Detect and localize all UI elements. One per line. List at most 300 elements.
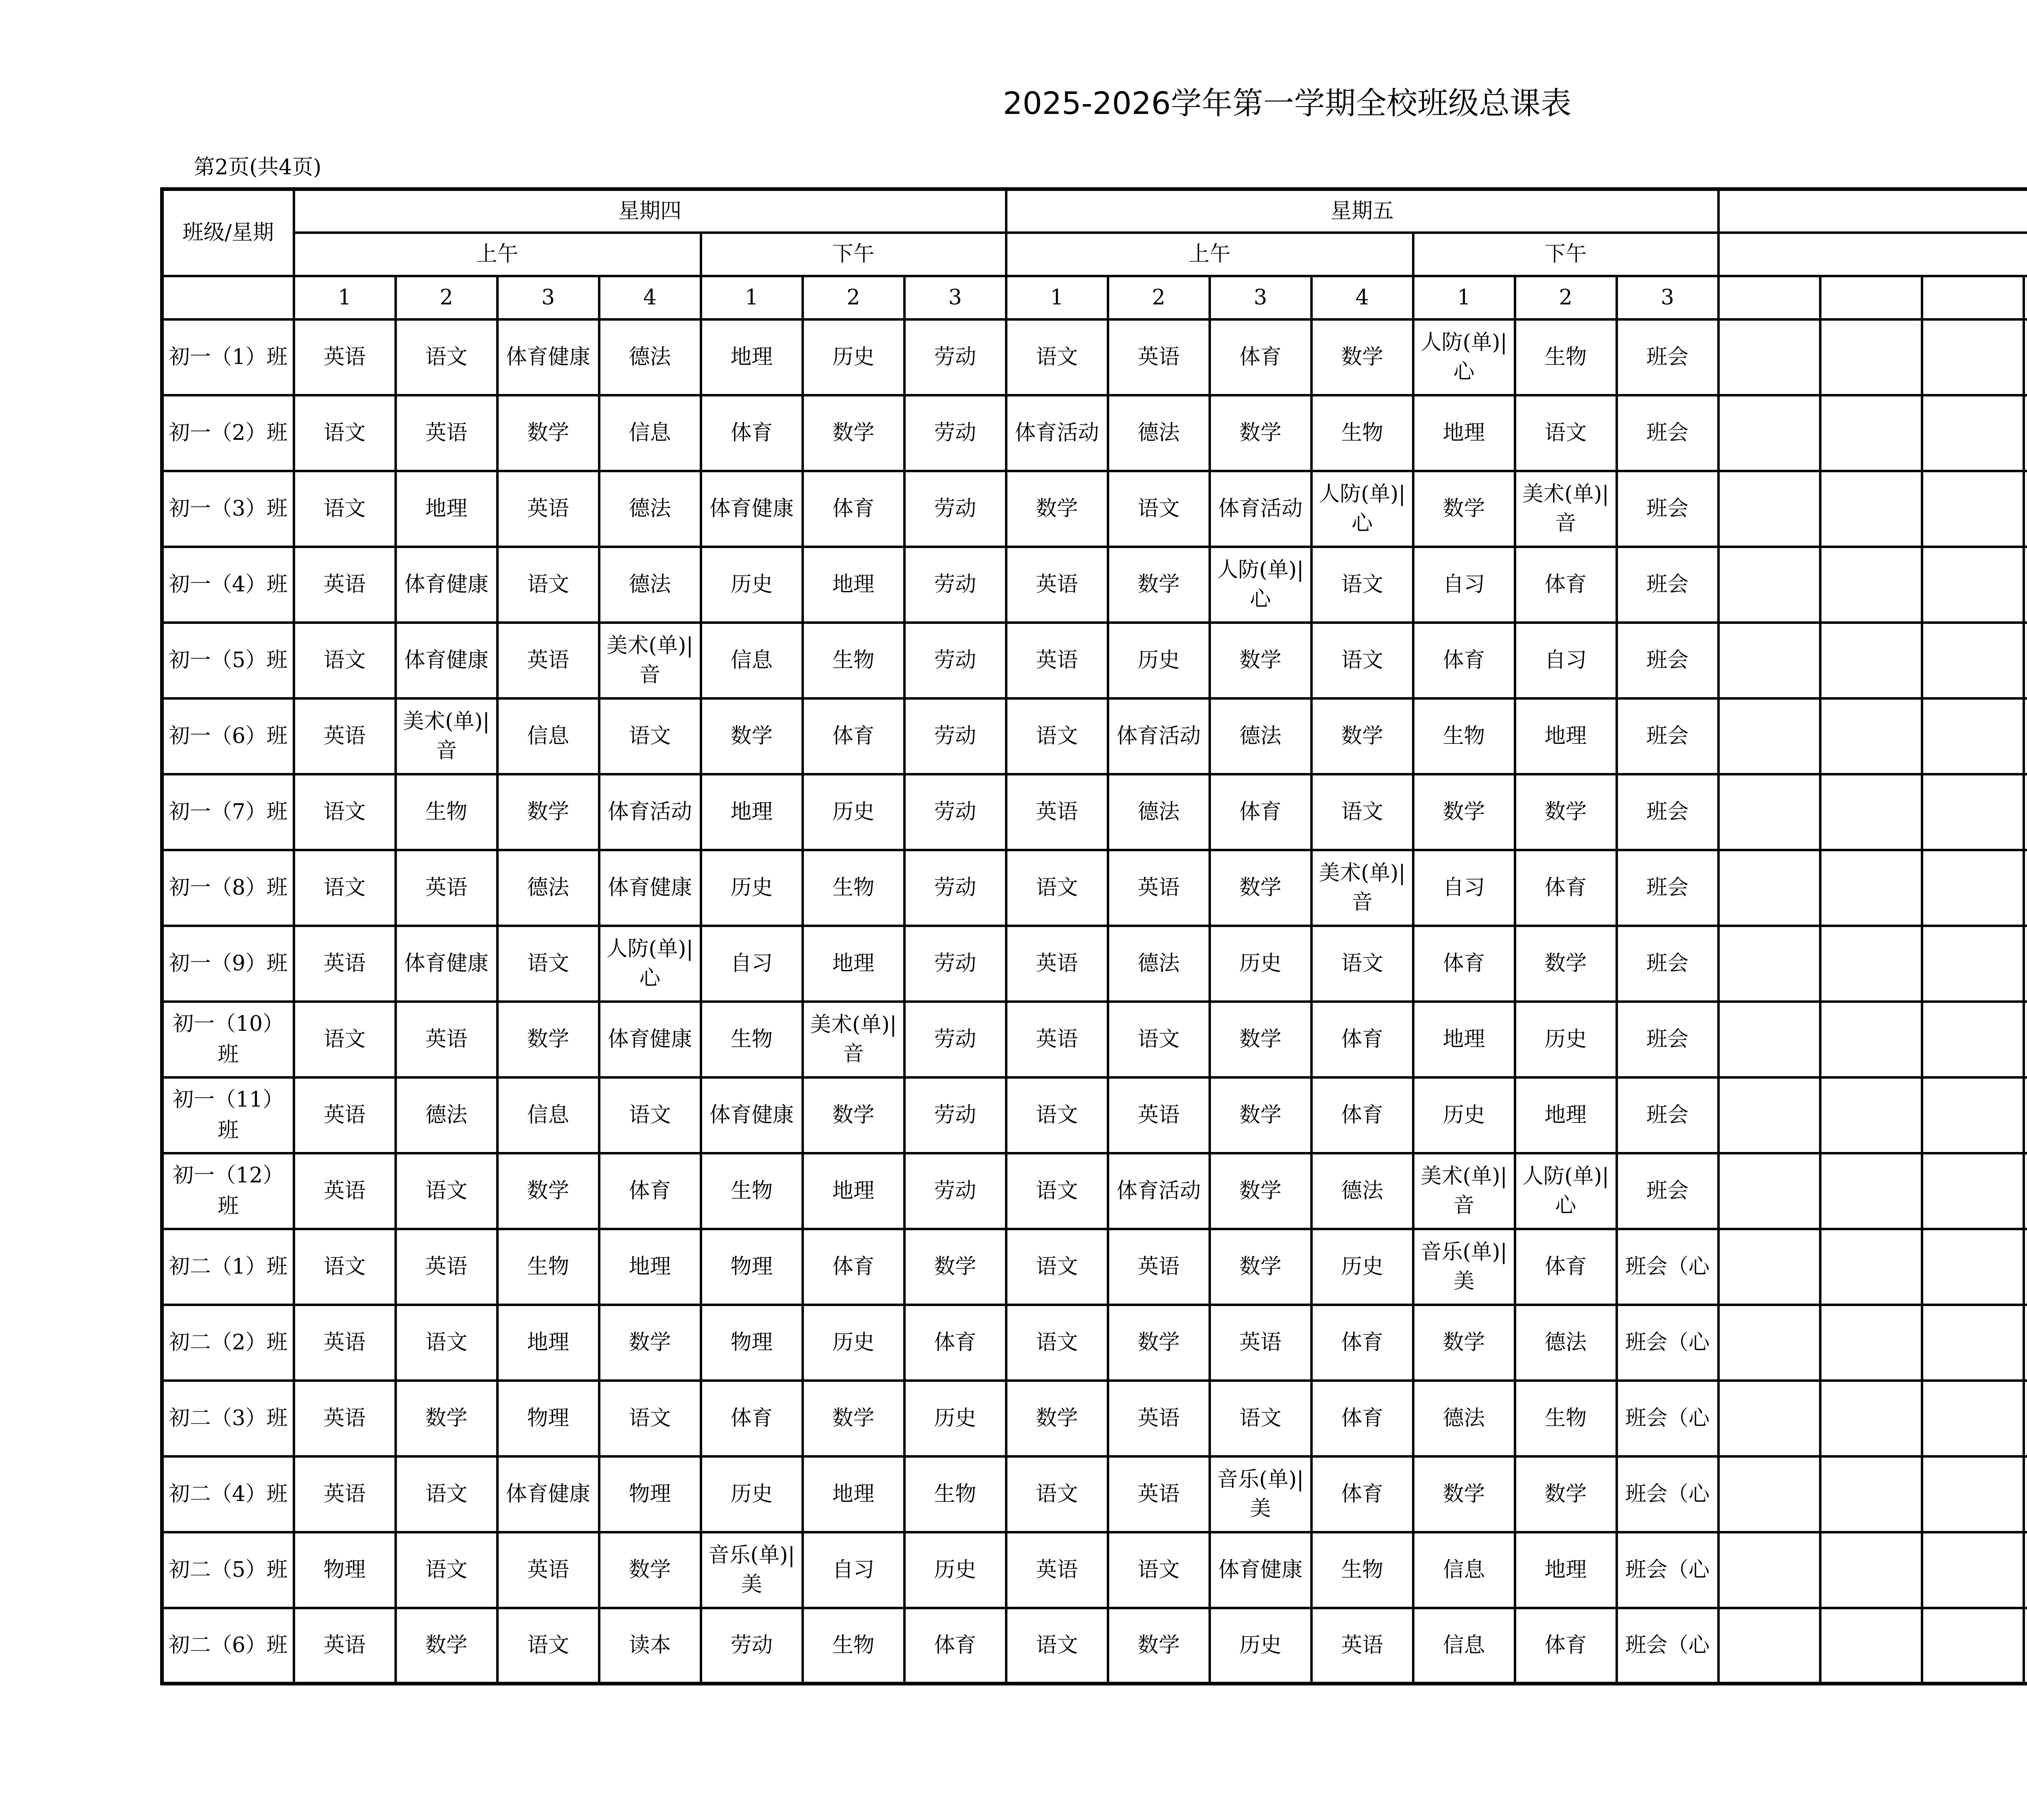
- table-row: [162, 1608, 2027, 1684]
- subject-label: 语文: [1036, 876, 1078, 900]
- schedule-cell: [904, 471, 1006, 547]
- schedule-cell: [1515, 471, 1617, 547]
- schedule-cell: [1413, 1456, 1515, 1532]
- empty-cell: [2024, 319, 2027, 395]
- empty-cell: [1820, 395, 1922, 471]
- schedule-cell: [1210, 395, 1311, 471]
- subject-label: 地理: [730, 345, 773, 369]
- half-header-thu-pm: 下午: [701, 233, 1006, 276]
- empty-cell: [1820, 547, 1922, 623]
- schedule-cell: [1413, 774, 1515, 850]
- subject-label: 数学: [832, 1103, 874, 1127]
- schedule-cell: [803, 1305, 904, 1381]
- schedule-cell: [803, 698, 904, 774]
- subject-label: 语文: [1545, 421, 1587, 445]
- subject-label: 数学: [1239, 648, 1282, 672]
- schedule-cell: [904, 623, 1006, 698]
- empty-cell: [2024, 1002, 2027, 1077]
- subject-label: 语文: [1036, 1179, 1078, 1203]
- subject-label: 英语: [1138, 345, 1180, 369]
- period-header: 2: [803, 276, 904, 319]
- subject-label: 语文: [1036, 724, 1078, 748]
- subject-label: 班会: [1646, 800, 1689, 824]
- subject-label: 语文: [323, 1255, 366, 1279]
- subject-label: 体育健康: [506, 1482, 590, 1506]
- subject-label: 英语: [323, 345, 366, 369]
- subject-label: 数学: [1138, 572, 1180, 597]
- subject-label: 数学: [1239, 1027, 1282, 1051]
- schedule-cell: [701, 1381, 803, 1456]
- schedule-cell: [396, 774, 497, 850]
- schedule-cell: [1210, 1305, 1311, 1381]
- subject-label: 信息: [730, 648, 773, 672]
- schedule-cell: [599, 395, 701, 471]
- subject-label: 语文: [323, 1027, 366, 1051]
- subject-label: 德法: [1138, 421, 1180, 445]
- schedule-cell: [497, 319, 599, 395]
- schedule-cell: [904, 698, 1006, 774]
- empty-cell: [1820, 471, 1922, 547]
- schedule-cell: [904, 850, 1006, 926]
- subject-label: 物理: [323, 1558, 366, 1582]
- schedule-cell: [294, 1077, 396, 1153]
- corner-header: 班级/星期: [162, 189, 294, 276]
- schedule-cell: [1006, 1153, 1108, 1229]
- schedule-cell: [497, 1305, 599, 1381]
- schedule-cell: [904, 1456, 1006, 1532]
- subject-label: 班会: [1646, 497, 1689, 521]
- subject-label: 语文: [425, 345, 467, 369]
- schedule-cell: [1210, 1456, 1311, 1532]
- subject-label: 班会（心: [1625, 1558, 1710, 1582]
- schedule-cell: [1311, 471, 1413, 547]
- schedule-cell: [1311, 1381, 1413, 1456]
- subject-label: 体育: [730, 421, 773, 445]
- empty-cell: [1820, 1381, 1922, 1456]
- schedule-cell: [497, 395, 599, 471]
- schedule-cell: [396, 926, 497, 1002]
- schedule-cell: [1617, 471, 1718, 547]
- schedule-cell: [1311, 1305, 1413, 1381]
- empty-cell: [1922, 1305, 2024, 1381]
- schedule-cell: [599, 774, 701, 850]
- subject-label: 英语: [1138, 1255, 1180, 1279]
- schedule-cell: [1311, 547, 1413, 623]
- class-name-cell: 初一（4）班: [162, 547, 294, 623]
- schedule-cell: [904, 774, 1006, 850]
- empty-cell: [1820, 774, 1922, 850]
- schedule-cell: [1108, 1532, 1210, 1608]
- schedule-cell: [294, 471, 396, 547]
- subject-label: 自习: [1443, 876, 1485, 900]
- subject-label: 劳动: [934, 876, 977, 900]
- subject-label: 语文: [1036, 1255, 1078, 1279]
- subject-label: 英语: [323, 1406, 366, 1430]
- schedule-cell: [1617, 1002, 1718, 1077]
- schedule-cell: [396, 1077, 497, 1153]
- subject-label: 数学: [1239, 1255, 1282, 1279]
- subject-label: 数学: [1443, 1482, 1485, 1506]
- subject-label: 语文: [1341, 572, 1384, 597]
- schedule-cell: [904, 1608, 1006, 1684]
- schedule-cell: [1108, 547, 1210, 623]
- schedule-cell: [904, 1381, 1006, 1456]
- empty-cell: [1922, 395, 2024, 471]
- schedule-cell: [1006, 1002, 1108, 1077]
- empty-cell: [1718, 1381, 1820, 1456]
- subject-label: 体育: [628, 1179, 671, 1203]
- class-name-cell: 初一（5）班: [162, 623, 294, 698]
- schedule-cell: [1311, 850, 1413, 926]
- schedule-cell: [497, 1002, 599, 1077]
- subject-label: 班会: [1646, 951, 1689, 976]
- subject-label: 劳动: [934, 648, 977, 672]
- page-indicator: 第2页(共4页): [194, 155, 321, 180]
- subject-label: 地理: [730, 800, 773, 824]
- schedule-cell: [497, 1229, 599, 1305]
- subject-label: 英语: [323, 724, 366, 748]
- schedule-cell: [803, 850, 904, 926]
- schedule-cell: [1617, 850, 1718, 926]
- schedule-cell: [904, 319, 1006, 395]
- schedule-cell: [1413, 850, 1515, 926]
- table-row: [162, 319, 2027, 395]
- schedule-cell: [1311, 1077, 1413, 1153]
- schedule-cell: [1006, 1305, 1108, 1381]
- empty-cell: [2024, 1381, 2027, 1456]
- schedule-cell: [904, 547, 1006, 623]
- subject-label: 体育: [1545, 1255, 1587, 1279]
- table-row: [162, 471, 2027, 547]
- schedule-cell: [701, 623, 803, 698]
- table-row: [162, 1305, 2027, 1381]
- subject-label: 德法: [425, 1103, 467, 1127]
- period-header: 4: [1311, 276, 1413, 319]
- schedule-cell: [803, 1381, 904, 1456]
- subject-label: 德法: [1239, 724, 1282, 748]
- document-title: 2025-2026学年第一学期全校班级总课表: [1003, 85, 1572, 121]
- subject-label: 美术(单)|音: [810, 1013, 897, 1066]
- schedule-cell: [1311, 1532, 1413, 1608]
- empty-cell: [1820, 1532, 1922, 1608]
- schedule-cell: [497, 1456, 599, 1532]
- schedule-cell: [1515, 1608, 1617, 1684]
- table-row: [162, 698, 2027, 774]
- subject-label: 德法: [628, 497, 671, 521]
- subject-label: 体育: [1341, 1482, 1384, 1506]
- subject-label: 物理: [730, 1330, 773, 1355]
- schedule-cell: [1006, 698, 1108, 774]
- schedule-cell: [599, 1608, 701, 1684]
- schedule-cell: [1617, 1077, 1718, 1153]
- empty-cell: [1820, 1608, 1922, 1684]
- table-row: [162, 1153, 2027, 1229]
- subject-label: 班会（心: [1625, 1255, 1710, 1279]
- subject-label: 美术(单)|音: [1522, 482, 1609, 535]
- half-header-fri-am: 上午: [1006, 233, 1413, 276]
- schedule-cell: [497, 850, 599, 926]
- empty-cell: [2024, 774, 2027, 850]
- schedule-cell: [904, 1532, 1006, 1608]
- subject-label: 自习: [730, 951, 773, 976]
- empty-cell: [1718, 1153, 1820, 1229]
- subject-label: 自习: [1443, 572, 1485, 597]
- schedule-cell: [1108, 1305, 1210, 1381]
- schedule-cell: [599, 1153, 701, 1229]
- subject-label: 体育: [1239, 800, 1282, 824]
- schedule-cell: [1413, 395, 1515, 471]
- schedule-cell: [1515, 774, 1617, 850]
- subject-label: 英语: [1138, 876, 1180, 900]
- schedule-cell: [294, 1305, 396, 1381]
- schedule-cell: [1210, 850, 1311, 926]
- subject-label: 历史: [730, 1482, 773, 1506]
- schedule-cell: [1006, 1608, 1108, 1684]
- schedule-cell: [1617, 1305, 1718, 1381]
- schedule-cell: [1413, 1077, 1515, 1153]
- schedule-cell: [294, 1456, 396, 1532]
- subject-label: 数学: [1239, 421, 1282, 445]
- subject-label: 生物: [527, 1255, 569, 1279]
- schedule-cell: [1108, 623, 1210, 698]
- empty-cell: [1820, 623, 1922, 698]
- schedule-cell: [904, 1002, 1006, 1077]
- subject-label: 历史: [730, 876, 773, 900]
- subject-label: 德法: [628, 345, 671, 369]
- class-schedule-table: [160, 187, 2027, 1685]
- schedule-cell: [1515, 698, 1617, 774]
- table-row: [162, 1002, 2027, 1077]
- subject-label: 班会: [1646, 572, 1689, 597]
- schedule-cell: [803, 395, 904, 471]
- subject-label: 英语: [323, 572, 366, 597]
- subject-label: 数学: [1443, 800, 1485, 824]
- empty-cell: [1922, 926, 2024, 1002]
- schedule-cell: [497, 1608, 599, 1684]
- class-name-cell: 初一（12）班: [162, 1153, 294, 1229]
- subject-label: 语文: [323, 421, 366, 445]
- schedule-cell: [1311, 1229, 1413, 1305]
- subject-label: 班会: [1646, 345, 1689, 369]
- subject-label: 班会（心: [1625, 1633, 1710, 1658]
- schedule-cell: [803, 1002, 904, 1077]
- schedule-cell: [1108, 471, 1210, 547]
- subject-label: 语文: [628, 724, 671, 748]
- empty-cell: [1922, 319, 2024, 395]
- schedule-cell: [1617, 1229, 1718, 1305]
- schedule-cell: [599, 623, 701, 698]
- subject-label: 人防(单)|心: [1522, 1164, 1609, 1218]
- schedule-cell: [1108, 319, 1210, 395]
- period-corner-cell: [162, 276, 294, 319]
- schedule-cell: [1515, 850, 1617, 926]
- subject-label: 德法: [1138, 800, 1180, 824]
- schedule-cell: [1311, 1456, 1413, 1532]
- subject-label: 语文: [1341, 951, 1384, 976]
- class-name-cell: 初二（1）班: [162, 1229, 294, 1305]
- subject-label: 体育: [1545, 876, 1587, 900]
- empty-cell: [2024, 471, 2027, 547]
- schedule-cell: [599, 1456, 701, 1532]
- schedule-cell: [396, 1153, 497, 1229]
- schedule-cell: [1210, 1229, 1311, 1305]
- subject-label: 劳动: [934, 800, 977, 824]
- subject-label: 班会: [1646, 648, 1689, 672]
- subject-label: 历史: [832, 345, 874, 369]
- schedule-cell: [396, 1608, 497, 1684]
- schedule-cell: [1210, 774, 1311, 850]
- subject-label: 语文: [628, 1103, 671, 1127]
- empty-cell: [1820, 1002, 1922, 1077]
- subject-label: 语文: [527, 951, 569, 976]
- subject-label: 数学: [1545, 1482, 1587, 1506]
- subject-label: 信息: [1443, 1558, 1485, 1582]
- schedule-cell: [1006, 319, 1108, 395]
- schedule-cell: [599, 850, 701, 926]
- empty-cell: [2024, 1532, 2027, 1608]
- subject-label: 人防(单)|心: [1217, 558, 1304, 611]
- subject-label: 语文: [1138, 497, 1180, 521]
- schedule-cell: [701, 850, 803, 926]
- table-row: [162, 623, 2027, 698]
- schedule-cell: [396, 1002, 497, 1077]
- header-row-halves: [162, 233, 2027, 276]
- subject-label: 英语: [425, 1027, 467, 1051]
- schedule-cell: [1413, 1153, 1515, 1229]
- schedule-cell: [1617, 1532, 1718, 1608]
- period-header: [1820, 276, 1922, 319]
- subject-label: 生物: [1443, 724, 1485, 748]
- schedule-cell: [1006, 774, 1108, 850]
- subject-label: 地理: [527, 1330, 569, 1355]
- subject-label: 物理: [730, 1255, 773, 1279]
- schedule-cell: [1108, 1608, 1210, 1684]
- subject-label: 体育: [1239, 345, 1282, 369]
- empty-cell: [1820, 319, 1922, 395]
- schedule-cell: [1311, 1608, 1413, 1684]
- subject-label: 信息: [527, 1103, 569, 1127]
- empty-cell: [1922, 1608, 2024, 1684]
- schedule-cell: [396, 698, 497, 774]
- empty-cell: [1718, 395, 1820, 471]
- schedule-cell: [396, 1381, 497, 1456]
- schedule-cell: [1210, 547, 1311, 623]
- schedule-cell: [599, 1229, 701, 1305]
- subject-label: 地理: [832, 951, 874, 976]
- empty-cell: [1718, 471, 1820, 547]
- empty-cell: [1718, 850, 1820, 926]
- header-row-days: [162, 189, 2027, 233]
- schedule-cell: [904, 395, 1006, 471]
- schedule-cell: [1515, 319, 1617, 395]
- schedule-cell: [497, 926, 599, 1002]
- subject-label: 地理: [1545, 1103, 1587, 1127]
- schedule-cell: [599, 1532, 701, 1608]
- period-header: 2: [1108, 276, 1210, 319]
- half-header-thu-am: 上午: [294, 233, 701, 276]
- empty-cell: [1922, 1532, 2024, 1608]
- subject-label: 物理: [628, 1482, 671, 1506]
- schedule-cell: [497, 774, 599, 850]
- subject-label: 劳动: [934, 951, 977, 976]
- subject-label: 数学: [832, 421, 874, 445]
- schedule-cell: [1210, 926, 1311, 1002]
- subject-label: 劳动: [934, 345, 977, 369]
- table-row: [162, 1532, 2027, 1608]
- schedule-cell: [294, 1002, 396, 1077]
- empty-cell: [2024, 1229, 2027, 1305]
- subject-label: 体育健康: [506, 345, 590, 369]
- subject-label: 数学: [628, 1558, 671, 1582]
- schedule-cell: [1617, 1456, 1718, 1532]
- schedule-cell: [1006, 395, 1108, 471]
- schedule-cell: [803, 774, 904, 850]
- subject-label: 劳动: [934, 1103, 977, 1127]
- schedule-cell: [1617, 926, 1718, 1002]
- schedule-cell: [1006, 623, 1108, 698]
- empty-cell: [1820, 1305, 1922, 1381]
- schedule-cell: [1515, 1381, 1617, 1456]
- subject-label: 语文: [323, 497, 366, 521]
- subject-label: 自习: [832, 1558, 874, 1582]
- schedule-cell: [803, 1608, 904, 1684]
- period-header: 3: [1210, 276, 1311, 319]
- subject-label: 德法: [1138, 951, 1180, 976]
- schedule-cell: [1108, 1456, 1210, 1532]
- schedule-cell: [1311, 395, 1413, 471]
- period-header: [1718, 276, 1820, 319]
- period-header: 3: [497, 276, 599, 319]
- subject-label: 体育: [832, 1255, 874, 1279]
- schedule-cell: [803, 471, 904, 547]
- table-row: [162, 1456, 2027, 1532]
- empty-cell: [1718, 1608, 1820, 1684]
- subject-label: 英语: [323, 1633, 366, 1658]
- schedule-cell: [294, 698, 396, 774]
- table-row: [162, 774, 2027, 850]
- subject-label: 音乐(单)|美: [1420, 1240, 1508, 1293]
- subject-label: 语文: [425, 1330, 467, 1355]
- day-header-friday: 星期五: [1006, 189, 1718, 233]
- period-header: 4: [599, 276, 701, 319]
- subject-label: 英语: [1138, 1406, 1180, 1430]
- subject-label: 历史: [1138, 648, 1180, 672]
- subject-label: 劳动: [934, 724, 977, 748]
- empty-cell: [2024, 623, 2027, 698]
- subject-label: 自习: [1545, 648, 1587, 672]
- schedule-cell: [1413, 1532, 1515, 1608]
- schedule-cell: [497, 623, 599, 698]
- subject-label: 班会: [1646, 876, 1689, 900]
- class-name-cell: 初二（6）班: [162, 1608, 294, 1684]
- schedule-cell: [497, 471, 599, 547]
- subject-label: 英语: [323, 951, 366, 976]
- empty-cell: [2024, 395, 2027, 471]
- subject-label: 语文: [1138, 1027, 1180, 1051]
- subject-label: 人防(单)|心: [1420, 330, 1508, 384]
- schedule-cell: [1108, 1381, 1210, 1456]
- empty-cell: [1922, 471, 2024, 547]
- class-name-cell: 初一（3）班: [162, 471, 294, 547]
- schedule-cell: [803, 1077, 904, 1153]
- empty-cell: [1718, 1229, 1820, 1305]
- schedule-cell: [294, 774, 396, 850]
- empty-cell: [1922, 774, 2024, 850]
- table-row: [162, 1229, 2027, 1305]
- subject-label: 劳动: [730, 1633, 773, 1658]
- schedule-cell: [1108, 926, 1210, 1002]
- subject-label: 美术(单)|音: [606, 634, 694, 687]
